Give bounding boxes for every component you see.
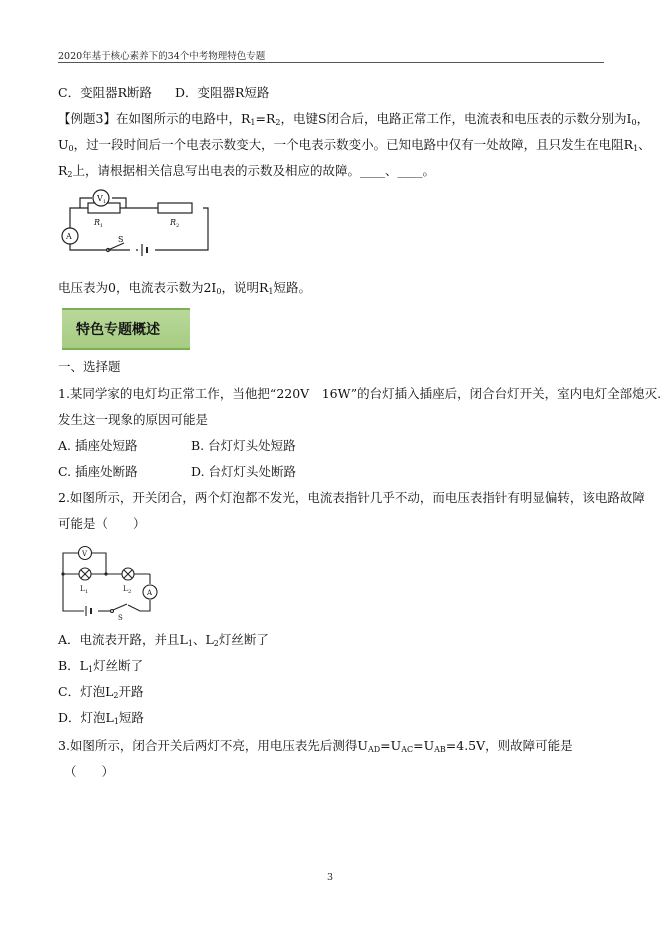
circuit2-l2-label: L — [123, 585, 128, 593]
page-number: 3 — [327, 872, 334, 883]
example3-line1: 【例题3】在如图所示的电路中，$R_1=R_2$，电键S闭合后，电路正常工作，电流表和电压表的示数分别为$I_0$， — [58, 111, 650, 127]
circuit-diagram-1 — [58, 186, 218, 266]
q1-line1: 1.某同学家的电灯均正常工作，当他把“220V 16W”的台灯插入插座后，闭合台灯开关，室内电灯全部熄灭. — [58, 386, 661, 401]
circuit1-r1-label: R — [94, 218, 101, 227]
option-c-prev: C．变阻器R断路 — [58, 85, 152, 100]
circuit2-ammeter-label: A — [147, 589, 153, 597]
circuit1-r2-label: R — [170, 218, 177, 227]
q2-option-c: C．灯泡$L_2$开路 — [58, 684, 144, 700]
circuit1-ammeter-label: A — [66, 232, 72, 241]
q2-option-a: A．电流表开路，并且$L_1$、$L_2$灯丝断了 — [58, 632, 269, 648]
q1-option-c: C. 插座处断路 — [58, 464, 138, 479]
circuit-diagram-2 — [58, 543, 168, 621]
example3-line2: $U_0$，过一段时间后一个电表示数变大，一个电表示数变小。已知电路中仅有一处故障，且只发生在电阻$R_1$、 — [58, 137, 651, 153]
example3-answer: 电压表为0，电流表示数为$2I_0$，说明$R_1$短路。 — [58, 280, 311, 296]
section-title: 一、选择题 — [58, 359, 121, 374]
circuit1-r1-sub: 1 — [100, 223, 104, 229]
circuit1-r2-sub: 2 — [176, 223, 180, 229]
q1-option-b: B. 台灯灯头处短路 — [191, 438, 296, 453]
circuit2-l1-label: L — [80, 585, 85, 593]
example3-line3: $R_2$上，请根据相关信息写出电表的示数及相应的故障。____、____。 — [58, 163, 436, 179]
q2-line1: 2.如图所示，开关闭合，两个灯泡都不发光，电流表指针几乎不动，而电压表指针有明显偏转，该电路故障 — [58, 490, 645, 505]
q3-line2: （ ） — [64, 764, 115, 779]
q1-option-a: A. 插座处短路 — [58, 438, 138, 453]
q2-option-b: B．$L_1$灯丝断了 — [58, 658, 144, 674]
circuit2-voltmeter-label: V — [82, 550, 88, 558]
q2-option-d: D．灯泡$L_1$短路 — [58, 710, 144, 726]
circuit1-voltmeter-sub: 1 — [103, 199, 107, 205]
circuit1-voltmeter-label: V — [97, 194, 103, 203]
circuit2-l1-sub: 1 — [85, 589, 89, 595]
q3-line1: 3.如图所示，闭合开关后两灯不亮，用电压表先后测得$U_{AD}=U_{AC}=U_{AB}=4.5V$，则故障可能是 — [58, 738, 573, 754]
q2-line2: 可能是（ ） — [58, 516, 146, 531]
header-title: 2020年基于核心素养下的34个中考物理特色专题 — [58, 51, 266, 62]
q1-option-d: D. 台灯灯头处断路 — [191, 464, 297, 479]
circuit2-switch-label: S — [118, 614, 123, 621]
section-banner-text: 特色专题概述 — [76, 322, 160, 338]
circuit2-l2-sub: 2 — [128, 589, 132, 595]
option-d-prev: D．变阻器R短路 — [175, 85, 270, 100]
section-banner — [62, 308, 190, 350]
circuit1-switch-label: S — [118, 235, 124, 244]
header-rule — [58, 62, 604, 63]
q1-line2: 发生这一现象的原因可能是 — [58, 412, 209, 427]
